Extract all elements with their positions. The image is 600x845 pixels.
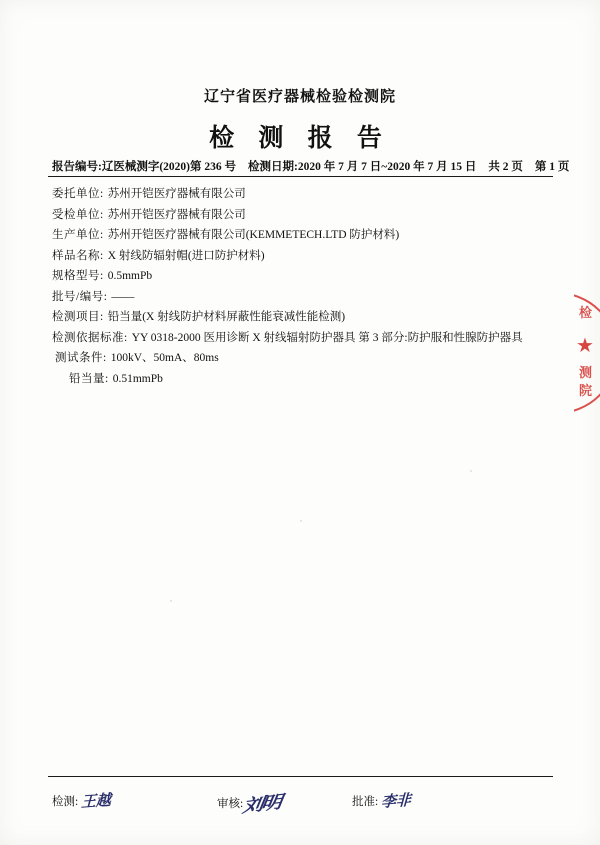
seal-ring bbox=[574, 292, 600, 412]
field-row bbox=[52, 287, 557, 308]
field-row bbox=[52, 266, 557, 287]
seal-char: 检 bbox=[579, 305, 593, 320]
field-label: 委托单位: bbox=[52, 188, 104, 200]
field-list bbox=[52, 184, 557, 389]
report-no-label: 报告编号: bbox=[52, 161, 102, 173]
signature-name: 王越 bbox=[80, 792, 112, 811]
signature-label: 审核: bbox=[217, 797, 244, 810]
field-value: —— bbox=[111, 290, 135, 303]
seal-star-icon: ★ bbox=[576, 335, 594, 357]
field-row bbox=[52, 328, 557, 349]
seal-char: 测 bbox=[579, 365, 593, 380]
signature-row bbox=[52, 784, 557, 817]
field-label: 样品名称: bbox=[52, 249, 104, 262]
signature-label: 检测: bbox=[52, 795, 79, 808]
divider-bottom bbox=[48, 776, 553, 777]
test-date-value: 2020 年 7 月 7 日~2020 年 7 月 15 日 bbox=[297, 161, 477, 173]
scan-speck bbox=[300, 520, 302, 522]
field-label: 铅当量: bbox=[69, 372, 109, 385]
field-label: 生产单位: bbox=[52, 229, 104, 241]
field-value: 0.5mmPb bbox=[107, 270, 153, 282]
official-seal bbox=[574, 292, 600, 412]
field-row bbox=[52, 225, 557, 246]
signature-approver bbox=[352, 790, 411, 811]
field-value: 0.51mmPb bbox=[112, 372, 163, 385]
report-no-value: 辽医械测字(2020)第 236 号 bbox=[101, 161, 237, 173]
document-title: 检 测 报 告 bbox=[209, 125, 391, 152]
field-row bbox=[52, 369, 557, 390]
field-value: 100kV、50mA、80ms bbox=[110, 352, 219, 364]
field-label: 检测依据标准: bbox=[52, 331, 128, 344]
field-label: 测试条件: bbox=[55, 352, 107, 364]
field-value: YY 0318-2000 医用诊断 X 射线辐射防护器具 第 3 部分:防护服和性腺防护器具 bbox=[131, 331, 523, 344]
field-value: 苏州开铠医疗器械有限公司 bbox=[107, 208, 246, 221]
signature-reviewer bbox=[217, 790, 282, 817]
field-value: 苏州开铠医疗器械有限公司 bbox=[107, 188, 246, 200]
page-total: 共 2 页 bbox=[488, 161, 523, 173]
report-meta-line bbox=[52, 158, 570, 174]
test-date-label: 检测日期: bbox=[248, 161, 298, 173]
scan-speck bbox=[470, 470, 472, 472]
field-row bbox=[52, 184, 557, 205]
organization-title: 辽宁省医疗器械检验检测院 bbox=[203, 89, 396, 105]
scan-speck bbox=[170, 600, 172, 602]
field-value: 苏州开铠医疗器械有限公司(KEMMETECH.LTD 防护材料) bbox=[107, 229, 400, 241]
field-label: 规格型号: bbox=[52, 270, 104, 282]
signature-label: 批准: bbox=[352, 795, 379, 808]
signature-tester bbox=[52, 790, 111, 811]
divider-top bbox=[48, 176, 553, 177]
field-row bbox=[52, 205, 557, 226]
field-label: 检测项目: bbox=[52, 311, 104, 323]
field-value: 铅当量(X 射线防护材料屏蔽性能衰减性能检测) bbox=[107, 311, 346, 323]
field-row bbox=[52, 246, 557, 267]
seal-char: 院 bbox=[579, 383, 593, 398]
signature-name: 李非 bbox=[380, 792, 412, 811]
field-label: 受检单位: bbox=[52, 208, 104, 221]
field-row bbox=[52, 348, 557, 369]
signature-name: 刘明 bbox=[241, 792, 282, 817]
field-row bbox=[52, 307, 557, 328]
field-value: X 射线防辐射帽(进口防护材料) bbox=[107, 249, 265, 262]
page-current: 第 1 页 bbox=[534, 161, 570, 173]
field-label: 批号/编号: bbox=[52, 290, 108, 303]
